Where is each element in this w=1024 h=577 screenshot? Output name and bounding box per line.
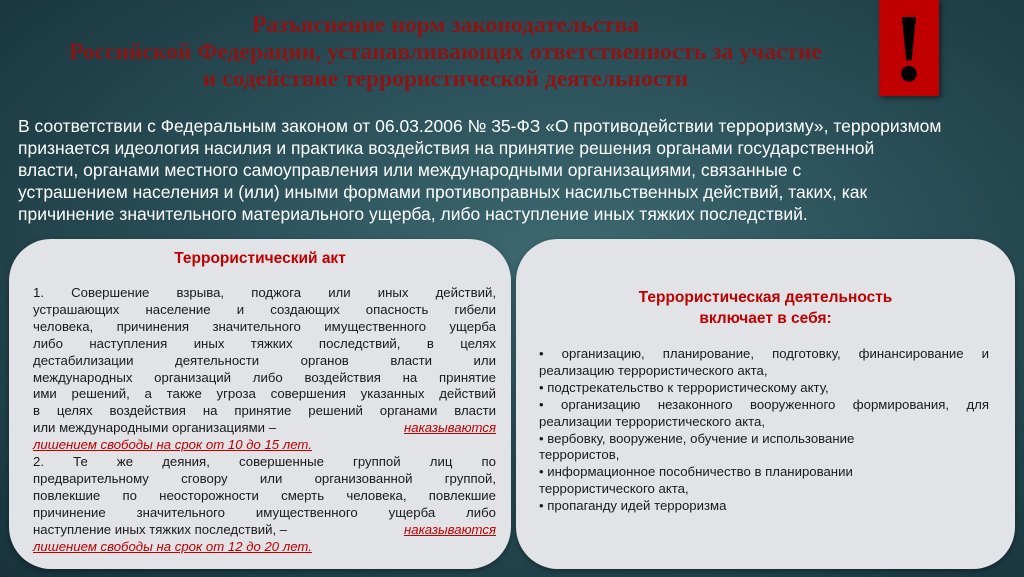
terrorist-act-title: Террористический акт — [174, 250, 346, 267]
item2-punishment-term: лишением свободы на срок от 12 до 20 лет. — [33, 538, 312, 554]
item1-line: или международными организациями – — [33, 420, 277, 436]
list-item: • информационное пособничество в планировании — [539, 464, 853, 480]
list-item: • вербовку, вооружение, обучение и использование — [539, 430, 855, 446]
terrorist-act-text — [33, 285, 496, 556]
page-title — [18, 12, 873, 93]
item1-line-with-punishment — [33, 420, 496, 437]
item1-line: либо наступления иных тяжких последствий, в целях — [33, 335, 496, 351]
warning-box — [879, 0, 939, 101]
terrorist-act-panel — [9, 239, 511, 569]
intro-line: В соответствии с Федеральным законом от 06.03.2006 № 35-ФЗ «О противодействии терроризму», терроризмом — [18, 116, 942, 136]
list-item: • подстрекательство к террористическому акту, — [539, 379, 829, 395]
title-line-3: и содействие террористической деятельности — [202, 66, 689, 92]
item1-line: дестабилизации деятельности органов власти или — [33, 352, 496, 368]
item2-punishment: наказываются — [403, 521, 496, 537]
exclamation-icon: ! — [893, 0, 925, 101]
list-item: • организацию незаконного вооруженного формирования, для — [539, 396, 989, 412]
item1-line: 1. Совершение взрыва, поджога или иных действий, — [33, 285, 496, 300]
list-item: реализацию террористического акта, — [539, 362, 768, 378]
intro-line: причинение значительного материального ущерба, либо наступление иных тяжких последствий. — [18, 204, 808, 224]
terrorist-activity-title — [516, 287, 1015, 329]
terrorist-activity-title-line: Террористическая деятельность — [638, 289, 893, 306]
terrorist-activity-panel — [516, 239, 1015, 569]
item1-line: ими решений, а также угроза совершения указанных действий — [33, 386, 496, 402]
title-line-1: Разъяснение норм законодательства — [251, 12, 640, 38]
item1-punishment: наказываются — [403, 420, 496, 436]
list-item: реализации террористического акта, — [539, 413, 766, 429]
item2-line-with-punishment — [33, 522, 496, 539]
item2-line: предварительному сговору или организованной группой, — [33, 470, 496, 486]
item1-line: международных организаций либо воздействия на принятие — [33, 369, 496, 385]
item1-line: человека, причинения значительного имущественного ущерба — [33, 318, 496, 334]
list-item: • организацию, планирование, подготовку, финансирование и — [539, 346, 989, 361]
intro-line: устрашением населения и (или) иными формами противоправных насильственных действий, таких, как — [18, 182, 868, 202]
intro-paragraph — [18, 115, 1008, 225]
item2-line: причинение значительного имущественного ущерба либо — [33, 504, 496, 520]
item2-line: 2. Те же деяния, совершенные группой лиц по — [33, 454, 496, 470]
intro-line: признается идеология насилия и практика воздействия на принятие решения органами государственной — [18, 138, 875, 158]
list-item: • пропаганду идей терроризма — [539, 498, 727, 514]
item1-line: в целях воздействия на принятие решений органами власти — [33, 403, 496, 419]
terrorist-activity-title-line: включает в себя: — [699, 310, 832, 327]
terrorist-activity-list — [539, 346, 989, 515]
item1-line: устрашающих население и создающих опасность гибели — [33, 301, 496, 317]
title-line-2: Российской Федерации, устанавливающих ответственность за участие — [69, 39, 822, 65]
item2-line: повлекшие по неосторожности смерть человека, повлекшие — [33, 487, 496, 503]
intro-line: власти, органами местного самоуправления или международными организациями, связанные с — [18, 160, 802, 180]
list-item: террористов, — [539, 447, 620, 463]
item1-punishment-term: лишением свободы на срок от 10 до 15 лет. — [33, 437, 312, 453]
item2-line: наступление иных тяжких последствий, – — [33, 521, 288, 537]
list-item: террористического акта, — [539, 481, 689, 497]
